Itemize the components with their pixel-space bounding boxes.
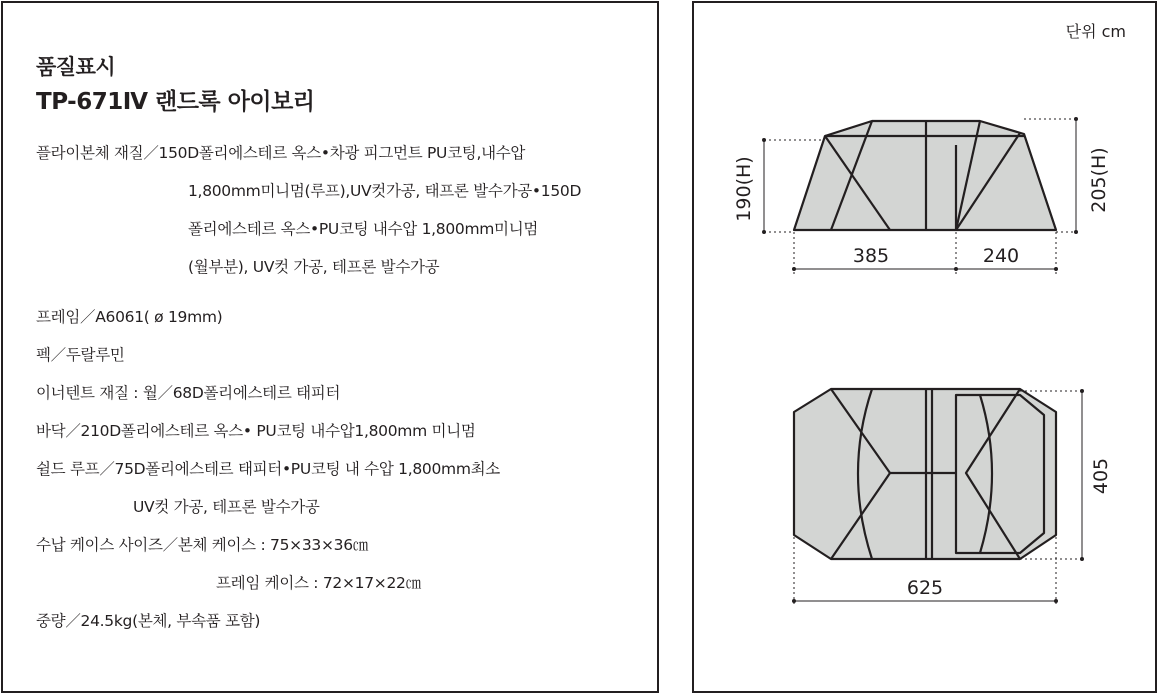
label-title: 품질표시 <box>36 55 116 79</box>
side-view <box>794 121 1056 230</box>
spec-line-fly-material: 플라이본체 재질／150D폴리에스테르 옥스•차광 피그먼트 PU코팅,내수압 <box>36 144 526 162</box>
unit-label: 단위 cm <box>1065 22 1126 41</box>
spec-line-storage-case: 수납 케이스 사이즈／본체 케이스 : 75×33×36㎝ <box>36 536 368 554</box>
height-right-label: 205(H) <box>1088 147 1110 213</box>
diagram-panel <box>692 1 1157 693</box>
height-left-label: 190(H) <box>733 156 755 222</box>
spec-line-fly-material-cont-2: 폴리에스테르 옥스•PU코팅 내수압 1,800mm미니멈 <box>188 220 539 238</box>
length-label: 625 <box>906 577 944 599</box>
width-right-label: 240 <box>982 245 1020 267</box>
spec-line-frame-case: 프레임 케이스 : 72×17×22㎝ <box>216 574 421 592</box>
spec-line-shield-roof-cont: UV컷 가공, 테프론 발수가공 <box>133 498 320 516</box>
model-name: TP-671Ⅳ 랜드록 아이보리 <box>36 89 315 115</box>
spec-panel <box>1 1 659 693</box>
spec-line-fly-material-cont-1: 1,800mm미니멈(루프),UV컷가공, 태프론 발수가공•150D <box>188 182 582 200</box>
depth-label: 405 <box>1090 457 1112 495</box>
spec-line-weight: 중량／24.5kg(본체, 부속품 포함) <box>36 612 261 630</box>
spec-line-fly-material-cont-3: (월부분), UV컷 가공, 테프론 발수가공 <box>188 258 440 276</box>
spec-line-shield-roof: 쉴드 루프／75D폴리에스테르 태피터•PU코팅 내 수압 1,800mm최소 <box>36 460 500 478</box>
spec-line-floor: 바닥／210D폴리에스테르 옥스• PU코팅 내수압1,800mm 미니멈 <box>36 422 476 440</box>
spec-line-inner-tent: 이너텐트 재질 : 월／68D폴리에스테르 태피터 <box>36 384 341 402</box>
dimension-diagram <box>694 3 1155 691</box>
top-view <box>794 389 1056 559</box>
width-left-label: 385 <box>852 245 890 267</box>
spec-line-frame: 프레임／A6061( ø 19mm) <box>36 308 223 326</box>
spec-line-peg: 펙／두랄루민 <box>36 346 125 364</box>
